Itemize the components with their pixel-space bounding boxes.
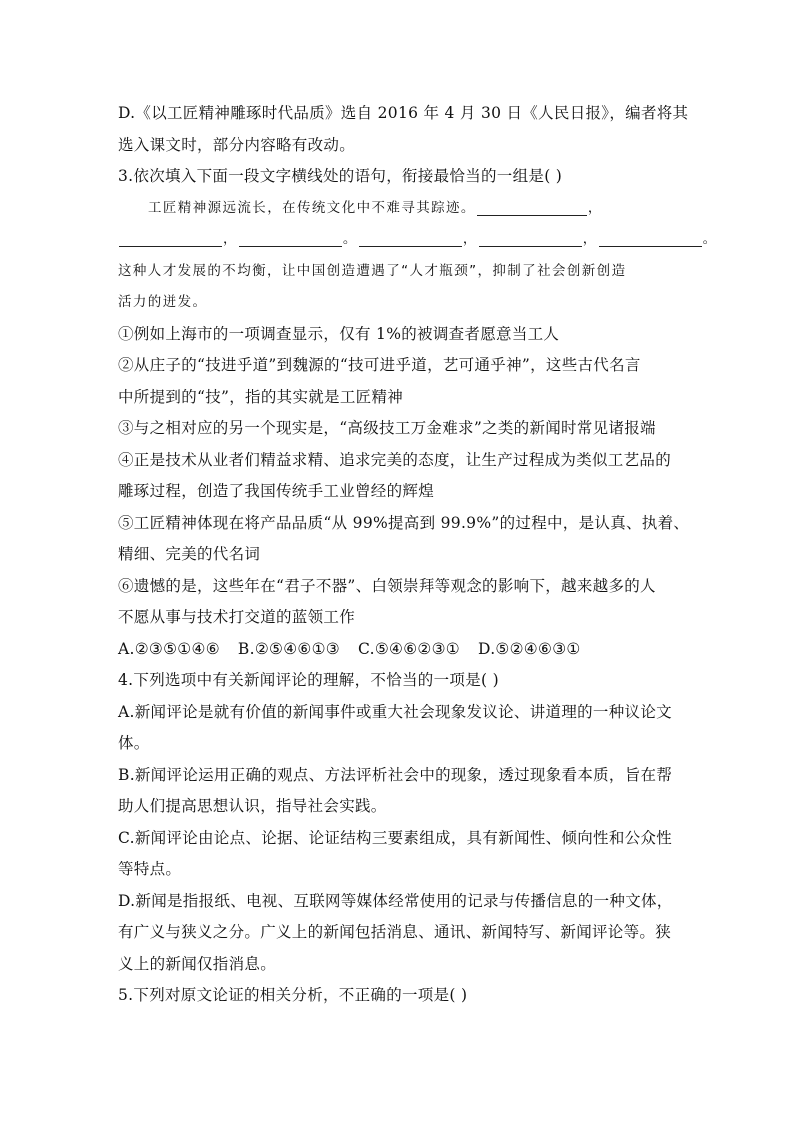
q3-punct-4: ，	[462, 231, 478, 247]
q3-item-4-line2: 雕琢过程，创造了我国传统手工业曾经的辉煌	[118, 482, 435, 500]
q3-passage-end-line2: 活力的迸发。	[118, 294, 208, 310]
q3-punct-1: ，	[587, 199, 603, 216]
q3-option-b[interactable]: B.②⑤④⑥①③	[237, 639, 340, 658]
q2-option-d-line2: 选入课文时，部分内容略有改动。	[118, 135, 356, 154]
q3-passage-line1	[118, 193, 678, 225]
q4-option-d-line1: D.新闻是指报纸、电视、互联网等媒体经常使用的记录与传播信息的一种文体，	[118, 891, 673, 910]
q3-item-2-line1: ②从庄子的“技进乎道”到魏源的“技可进乎道，艺可通乎神”，这些古代名言	[118, 356, 641, 374]
q4-option-a-line2: 体。	[118, 734, 150, 752]
q3-punct-3: 。	[342, 231, 358, 247]
q3-punct-5: ，	[582, 231, 598, 247]
q4-option-d-line3: 义上的新闻仅指消息。	[118, 954, 277, 973]
q3-punct-2: ，	[223, 231, 238, 247]
q3-item-5-line1: ⑤工匠精神体现在将产品品质“从 99%提高到 99.9%”的过程中，是认真、执着、	[118, 513, 690, 532]
blank-3[interactable]	[239, 245, 342, 247]
blank-6[interactable]	[599, 245, 702, 247]
q3-item-1: ①例如上海市的一项调查显示，仅有 1%的被调查者愿意当工人	[118, 324, 560, 343]
q3-option-c[interactable]: C.⑤④⑥②③①	[358, 639, 461, 658]
q3-item-6-line1: ⑥遗憾的是，这些年在“君子不器”、白领崇拜等观念的影响下，越来越多的人	[118, 576, 656, 595]
blank-5[interactable]	[479, 245, 582, 247]
blank-2[interactable]	[119, 245, 222, 247]
q3-options	[118, 634, 678, 666]
q3-passage-end-line1: 这种人才发展的不均衡，让中国创造遭遇了“人才瓶颈”，抑制了社会创新创造	[118, 262, 627, 279]
blank-4[interactable]	[359, 245, 462, 247]
q4-stem: 4.下列选项中有关新闻评论的理解，不恰当的一项是( )	[118, 671, 499, 689]
q4-option-c-line1: C.新闻评论由论点、论据、论证结构三要素组成，具有新闻性、倾向性和公众性	[118, 828, 673, 847]
q4-option-b-line1: B.新闻评论运用正确的观点、方法评析社会中的现象，透过现象看本质，旨在帮	[118, 765, 673, 784]
q4-option-a-line1: A.新闻评论是就有价值的新闻事件或重大社会现象发议论、讲道理的一种议论文	[118, 702, 672, 721]
q4-option-d-line2: 有广义与狭义之分。广义上的新闻包括消息、通讯、新闻特写、新闻评论等。狭	[118, 923, 672, 941]
q3-passage-blanks-line	[118, 224, 718, 256]
q3-item-5-line2: 精细、完美的代名词	[118, 545, 261, 563]
q3-item-2-line2: 中所提到的“技”，指的其实就是工匠精神	[118, 387, 404, 406]
q3-option-a[interactable]: A.②③⑤①④⑥	[118, 639, 220, 658]
q3-passage-start: 工匠精神源远流长，在传统文化中不难寻其踪迹。	[148, 199, 476, 216]
q3-option-d[interactable]: D.⑤②④⑥③①	[478, 639, 581, 658]
q3-item-6-line2: 不愿从事与技术打交道的蓝领工作	[118, 608, 356, 626]
blank-1[interactable]	[477, 214, 587, 216]
q5-stem: 5.下列对原文论证的相关分析，不正确的一项是( )	[118, 986, 468, 1004]
q3-item-3: ③与之相对应的另一个现实是，“高级技工万金难求”之类的新闻时常见诸报端	[118, 419, 656, 437]
q3-stem: 3.依次填入下面一段文字横线处的语句，衔接最恰当的一组是( )	[118, 167, 563, 185]
q2-option-d-line1: D.《以工匠精神雕琢时代品质》选自 2016 年 4 月 30 日《人民日报》，编者将其	[118, 104, 689, 122]
exam-page	[118, 98, 718, 1012]
q4-option-c-line2: 等特点。	[118, 860, 182, 878]
q3-punct-6: 。	[702, 231, 718, 247]
q4-option-b-line2: 助人们提高思想认识，指导社会实践。	[118, 797, 387, 815]
q3-item-4-line1: ④正是技术从业者们精益求精、追求完美的态度，让生产过程成为类似工艺品的	[118, 450, 672, 469]
